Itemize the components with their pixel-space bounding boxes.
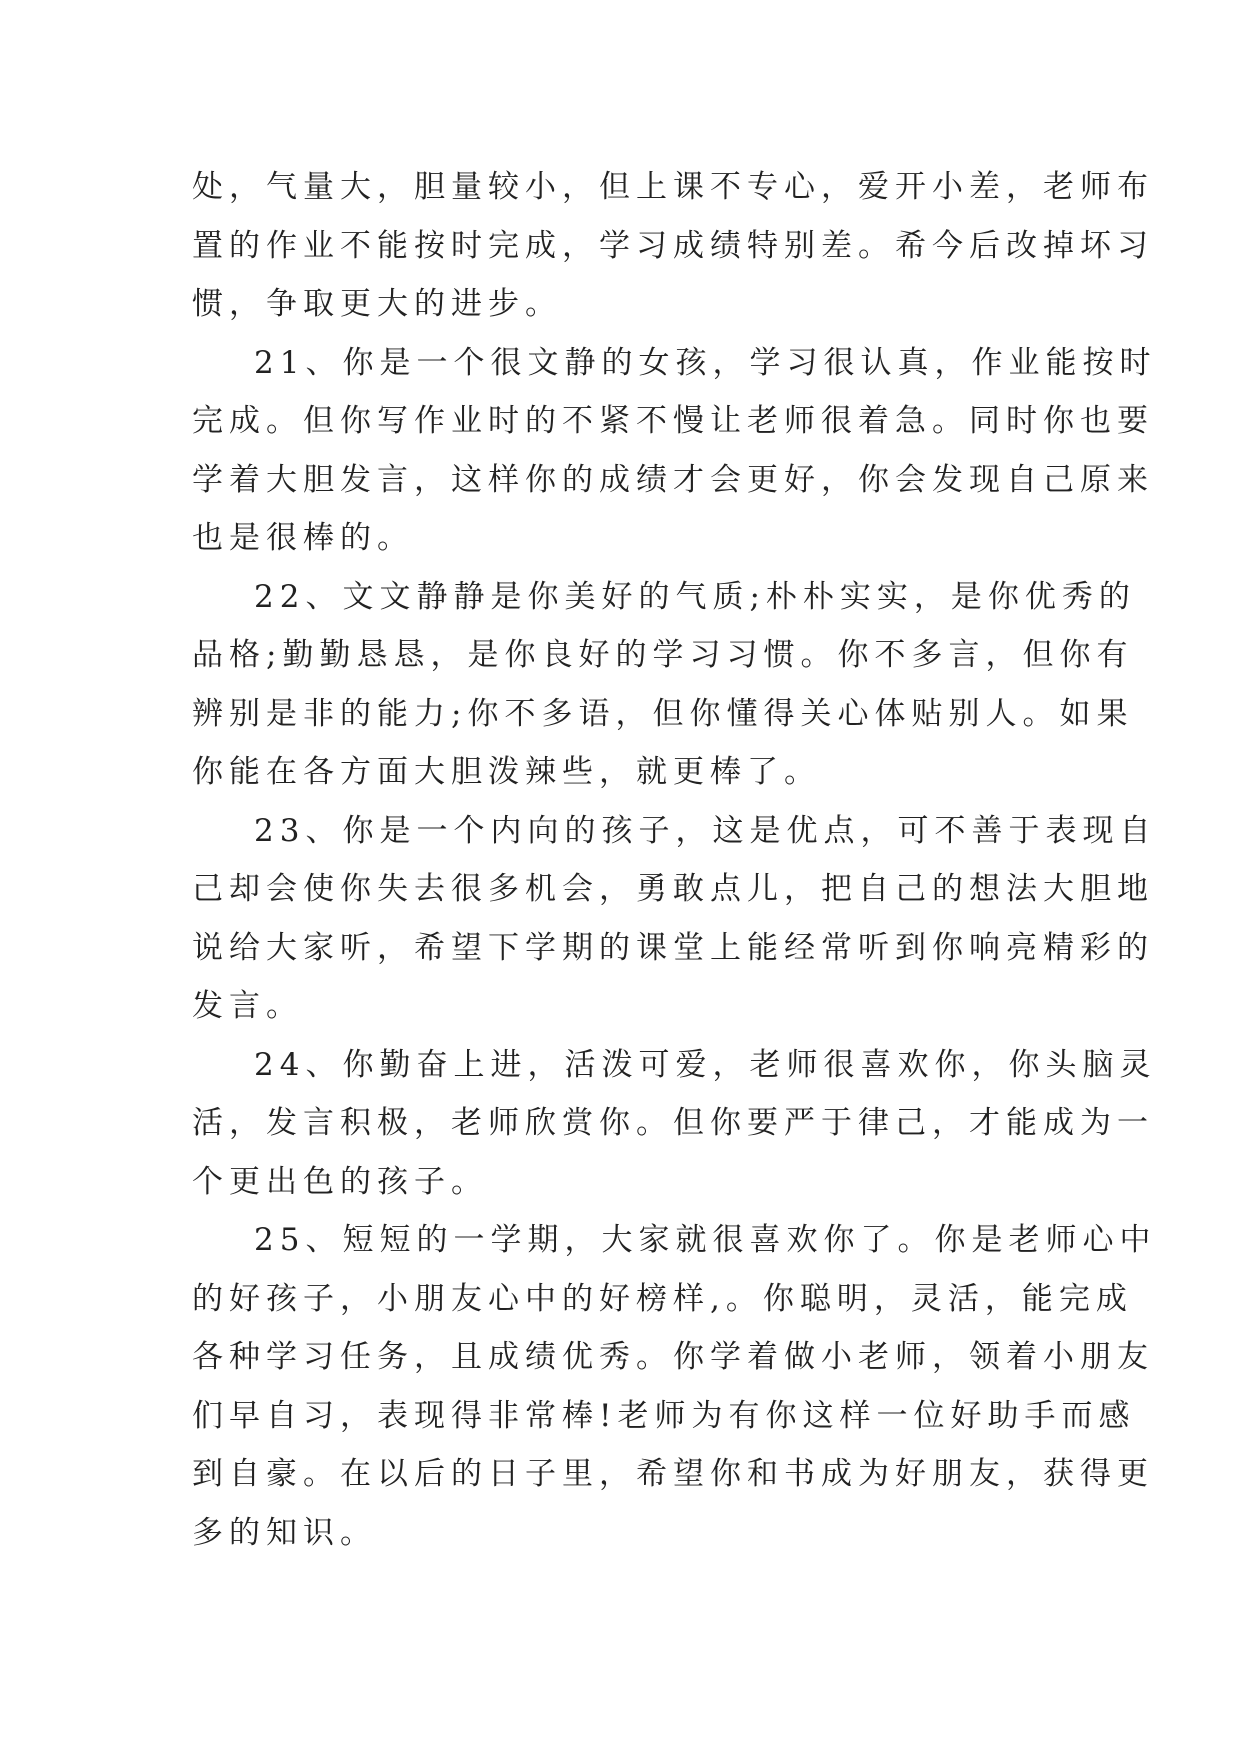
text-line: 你能在各方面大胆泼辣些，就更棒了。 [192,754,821,790]
text-line: 品格;勤勤恳恳，是你良好的学习习惯。你不多言，但你有 [192,637,1134,673]
text-line: 21、你是一个很文静的女孩，学习很认真，作业能按时 [254,344,1157,381]
paragraph-21 [192,334,1157,568]
text-line: 学着大胆发言，这样你的成绩才会更好，你会发现自己原来 [192,461,1154,498]
text-line: 置的作业不能按时完成，学习成绩特别差。希今后改掉坏习 [192,227,1154,264]
text-line: 到自豪。在以后的日子里，希望你和书成为好朋友，获得更 [192,1456,1154,1492]
paragraph-23 [192,802,1157,1036]
text-line: 22、文文静静是你美好的气质;朴朴实实，是你优秀的 [254,578,1136,615]
text-line: 完成。但你写作业时的不紧不慢让老师很着急。同时你也要 [192,403,1154,439]
text-line: 惯，争取更大的进步。 [192,286,562,322]
text-line: 各种学习任务，且成绩优秀。你学着做小老师，领着小朋友 [192,1339,1154,1375]
text-line: 个更出色的孩子。 [192,1163,488,1200]
text-line: 的好孩子，小朋友心中的好榜样,。你聪明，灵活，能完成 [192,1280,1133,1317]
text-line: 己却会使你失去很多机会，勇敢点儿，把自己的想法大胆地 [192,871,1154,907]
text-line: 处，气量大，胆量较小，但上课不专心，爱开小差，老师布 [192,169,1154,205]
paragraph-25 [192,1211,1157,1562]
paragraph-24 [192,1036,1157,1212]
text-line: 23、你是一个内向的孩子，这是优点，可不善于表现自 [254,812,1157,849]
paragraph-continuation [192,158,1154,334]
text-line: 多的知识。 [192,1514,377,1551]
text-line: 辨别是非的能力;你不多语，但你懂得关心体贴别人。如果 [192,695,1134,732]
document-body [192,158,1157,1562]
text-line: 25、短短的一学期，大家就很喜欢你了。你是老师心中 [254,1222,1157,1258]
text-line: 活，发言积极，老师欣赏你。但你要严于律己，才能成为一 [192,1105,1154,1141]
text-line: 发言。 [192,988,303,1024]
text-line: 24、你勤奋上进，活泼可爱，老师很喜欢你，你头脑灵 [254,1046,1157,1083]
text-line: 也是很棒的。 [192,520,414,556]
paragraph-22 [192,568,1136,802]
text-line: 们早自习，表现得非常棒!老师为有你这样一位好助手而感 [192,1397,1136,1434]
text-line: 说给大家听，希望下学期的课堂上能经常听到你响亮精彩的 [192,929,1154,966]
